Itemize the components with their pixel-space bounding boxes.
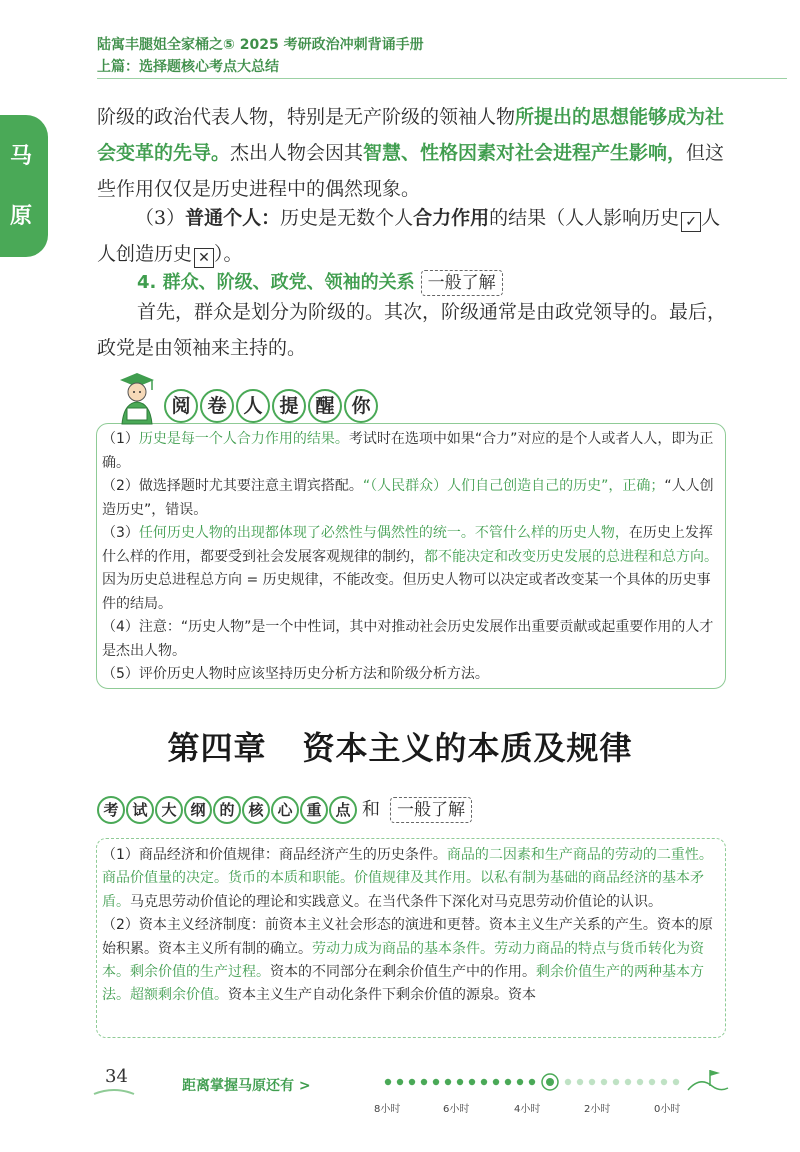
highlight-run: 劳动力成为商品的基本条件。劳动力商品的特点与货币转化为资本。剩余价值的生产过程。 — [102, 940, 704, 981]
item-number: （1） — [102, 431, 139, 447]
reminder-item-4: （4）注意：“历史人物”是一个中性词，其中对推动社会历史发展作出重要贡献或起重要作用的人才是杰出人物。 — [102, 619, 714, 659]
label-char-bubble: 大 — [155, 796, 183, 824]
term-bold: 普通个人： — [185, 207, 281, 229]
text-run: 杰出人物会因其 — [230, 142, 364, 164]
heading-text: 4. 群众、阶级、政党、领袖的关系 — [137, 272, 415, 293]
footer-progress-label: 距离掌握马原还有 > — [182, 1078, 311, 1094]
text-run: ）。 — [214, 243, 243, 265]
text-run: （1）商品经济和价值规律：商品经济产生的历史条件。 — [102, 847, 447, 863]
side-section-tab — [0, 115, 48, 257]
highlight-run: 剩余价值生产的两种基本方法。超额剩余价值。 — [102, 964, 704, 1004]
progress-track — [370, 1062, 730, 1102]
cross-mark-icon: ✕ — [194, 248, 214, 268]
term-bold: 合力作用 — [413, 207, 490, 229]
header-divider — [97, 78, 787, 79]
text-run: 因为历史总进程总方向 = 历史规律，不能改变。但历史人物可以决定或者改变某一个具体的历史事件的结局。 — [102, 572, 711, 612]
running-header-title: 陆寓丰腿姐全家桶之⑤ 2025 考研政治冲刺背诵手册 — [97, 37, 424, 53]
text-run: 阶级的政治代表人物，特别是无产阶级的领袖人物 — [97, 106, 516, 128]
progress-tick: 6小时 — [443, 1104, 470, 1115]
item-number: （3） — [102, 525, 139, 541]
text-run: （2）资本主义经济制度：前资本主义社会形态的演进和更替。资本主义生产关系的产生。资本的原始积累。资本主义所有制的确立。 — [102, 917, 713, 957]
page-number: 34 — [105, 1066, 128, 1087]
reminder-title — [164, 389, 380, 429]
reminder-items — [102, 428, 722, 687]
title-char-bubble: 你 — [344, 389, 378, 423]
item-number: （3） — [135, 207, 186, 229]
label-char-bubble: 试 — [126, 796, 154, 824]
progress-tick: 0小时 — [654, 1104, 681, 1115]
highlight-run: “（人民群众）人们自己创造自己的历史”，正确； — [362, 478, 665, 494]
highlight-run: 所提出的思想能够成为社会变革的先导。 — [97, 106, 725, 164]
reminder-item-1 — [102, 428, 722, 475]
title-char-bubble: 醒 — [308, 389, 342, 423]
paragraph-leaders — [97, 99, 737, 207]
paragraph-ordinary-individuals — [97, 200, 737, 272]
title-char-bubble: 提 — [272, 389, 306, 423]
label-char-bubble: 考 — [97, 796, 125, 824]
text-run: “人人创造历史”，错误。 — [102, 478, 714, 518]
progress-tick: 8小时 — [374, 1104, 401, 1115]
highlight-run: 都不能决定和改变历史发展的总进程和总方向。 — [424, 548, 718, 565]
text-run: 马克思劳动价值论的理论和实践意义。在当代条件下深化对马克思劳动价值论的认识。 — [130, 893, 662, 910]
chapter-number: 第四章 — [167, 729, 267, 767]
text-run: 考试时在选项中如果“合力”对应的是个人或者人人，即为正确。 — [102, 431, 714, 471]
syllabus-item-1 — [102, 844, 722, 914]
highlight-run: 商品的二因素和生产商品的劳动的二重性。商品价值量的决定。货币的本质和职能。价值规律及其作用。以私有制为基础的商品经济的基本矛盾。 — [102, 847, 713, 910]
label-char-bubble: 的 — [213, 796, 241, 824]
text-run: 资本主义生产自动化条件下剩余价值的源泉。资本 — [228, 987, 536, 1004]
text-run: 在历史上发挥什么样的作用，都要受到社会发展客观规律的制约， — [102, 525, 713, 565]
level-tag-general: 一般了解 — [390, 797, 472, 823]
chapter-title — [0, 723, 800, 769]
text-run: 资本的不同部分在剩余价值生产中的作用。 — [270, 964, 536, 981]
level-tag-general: 一般了解 — [421, 270, 503, 296]
text-run: 首先，群众是划分为阶级的。其次，阶级通常是由政党领导的。最后，政党是由领袖来主持的。 — [97, 301, 727, 359]
highlight-run: 任何历史人物的出现都体现了必然性与偶然性的统一。不管什么样的历史人物， — [138, 525, 629, 541]
text-run: 但这些作用仅仅是历史进程中的偶然现象。 — [97, 142, 725, 200]
progress-dots — [385, 1074, 679, 1090]
highlight-run: 智慧、性格因素对社会进程产生影响， — [363, 142, 687, 164]
progress-tick: 4小时 — [514, 1104, 541, 1115]
text-run: 人人创造历史 — [97, 207, 721, 265]
title-char-bubble: 卷 — [200, 389, 234, 423]
teacher-mascot-icon — [112, 370, 162, 426]
syllabus-items — [102, 844, 722, 1008]
page-swoosh-icon — [92, 1088, 136, 1098]
label-char-bubble: 点 — [329, 796, 357, 824]
chapter-name: 资本主义的本质及规律 — [302, 729, 633, 767]
section-heading-4 — [137, 268, 503, 296]
outline-label — [97, 795, 472, 827]
running-header-section: 上篇：选择题核心考点大总结 — [97, 59, 279, 75]
label-char-bubble: 核 — [242, 796, 270, 824]
title-char-bubble: 阅 — [164, 389, 198, 423]
reminder-item-2 — [102, 475, 722, 522]
reminder-item-3 — [102, 522, 722, 616]
title-char-bubble: 人 — [236, 389, 270, 423]
text-run: 历史是无数个人 — [280, 207, 414, 229]
text-run: （2）做选择题时尤其要注意主谓宾搭配。 — [102, 478, 363, 494]
check-mark-icon: ✓ — [681, 212, 701, 232]
syllabus-item-2 — [102, 914, 722, 1008]
text-run: 的结果（人人影响历史 — [489, 207, 680, 229]
label-char-bubble: 纲 — [184, 796, 212, 824]
label-char-bubble: 重 — [300, 796, 328, 824]
side-tab-char-1: 马 — [9, 144, 32, 169]
progress-tick: 2小时 — [584, 1104, 611, 1115]
reminder-item-5: （5）评价历史人物时应该坚持历史分析方法和阶级分析方法。 — [102, 666, 489, 682]
finish-flag-icon — [688, 1070, 728, 1090]
paragraph-relationship — [97, 294, 737, 366]
highlight-run: 历史是每一个人合力作用的结果。 — [138, 431, 349, 447]
label-char-bubble: 心 — [271, 796, 299, 824]
side-tab-char-2: 原 — [9, 204, 32, 229]
label-connector: 和 — [362, 799, 380, 820]
